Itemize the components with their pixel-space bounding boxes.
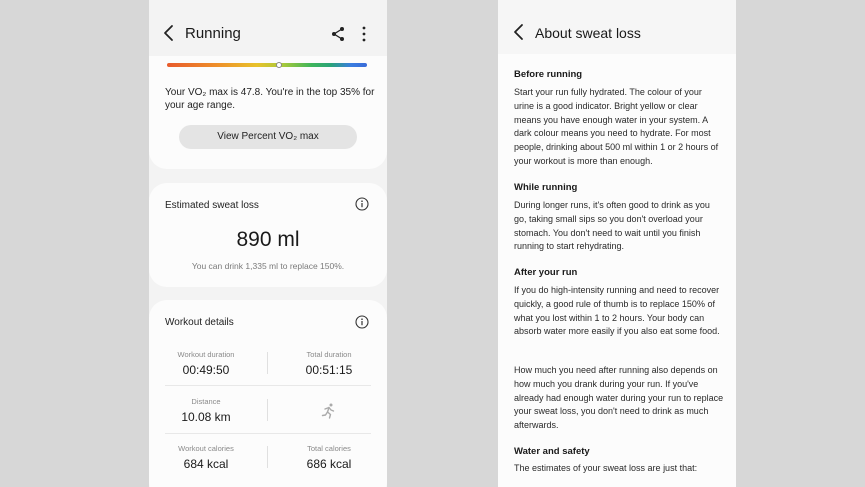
sweat-loss-card[interactable] — [149, 183, 387, 287]
section-body: During longer runs, it's often good to drink as you go, taking small sips so you don't overload your stomach. You don't need to wait until you finish running to start rehydrating. — [514, 200, 710, 252]
stat-workout-duration — [156, 350, 256, 377]
share-icon[interactable] — [329, 25, 347, 43]
workout-details-heading: Workout details — [165, 317, 234, 328]
workout-details-card — [149, 300, 387, 487]
stat-label: Workout duration — [177, 350, 235, 359]
divider — [267, 446, 268, 468]
stat-label: Total duration — [306, 350, 352, 359]
section-body: How much you need after running also depends on how much you drank during your run. If you've already had enough water during your run to replace your sweat loss, you don't need to drink as much afterwards. — [514, 365, 724, 431]
stat-value: 00:51:15 — [305, 363, 353, 377]
section-body: The estimates of your sweat loss are just that: — [514, 463, 698, 473]
page-title: Running — [185, 25, 241, 42]
app-bar — [149, 0, 387, 56]
divider — [165, 385, 371, 386]
stat-total-calories — [279, 444, 379, 471]
divider — [267, 399, 268, 421]
vo2-summary: Your VO₂ max is 47.8. You're in the top 35% for your age range. — [165, 87, 375, 111]
about-sweat-loss-screen — [498, 0, 736, 487]
article-content[interactable] — [498, 54, 736, 487]
stat-label: Workout calories — [178, 444, 234, 453]
section-heading: Water and safety — [514, 446, 590, 457]
stat-label: Total calories — [307, 444, 351, 453]
section-heading: Before running — [514, 69, 583, 80]
stat-value: 00:49:50 — [182, 363, 230, 377]
vo2-range-bar — [167, 63, 367, 67]
stat-value: 684 kcal — [183, 457, 229, 471]
back-arrow-icon[interactable] — [161, 22, 177, 44]
stat-workout-calories — [156, 444, 256, 471]
info-icon[interactable] — [355, 315, 369, 329]
page-title: About sweat loss — [535, 25, 641, 41]
section-body: Start your run fully hydrated. The colour of your urine is a good indicator. Bright yellow or clear means you have enough water in your system. A dark colour means you need to hydrate. For most people, drinking about 500 ml within 1 or 2 hours of your workout is more than enough. — [514, 87, 719, 166]
sweat-loss-heading: Estimated sweat loss — [165, 200, 259, 211]
app-bar — [498, 0, 736, 56]
sweat-loss-replace-text: You can drink 1,335 ml to replace 150%. — [191, 261, 345, 271]
stat-distance — [156, 397, 256, 424]
view-percent-vo2-button[interactable]: View Percent VO₂ max — [179, 125, 357, 149]
running-icon — [319, 402, 337, 420]
back-arrow-icon[interactable] — [511, 21, 527, 43]
stat-value: 686 kcal — [306, 457, 352, 471]
divider — [267, 352, 268, 374]
more-options-icon[interactable] — [357, 25, 371, 43]
vo2-card — [149, 56, 387, 169]
section-heading: After your run — [514, 267, 578, 278]
running-screen — [149, 0, 387, 487]
section-heading: While running — [514, 182, 578, 193]
vo2-marker — [276, 62, 282, 68]
info-icon[interactable] — [355, 197, 369, 211]
section-body: If you do high-intensity running and need to recover quickly, a good rule of thumb is to replace 150% of what you lost within 1 to 2 hours. Your body can absorb water more easily if you also eat some food. — [514, 285, 720, 337]
stat-label: Distance — [191, 397, 221, 406]
sweat-loss-value: 890 ml — [236, 228, 300, 251]
stat-value: 10.08 km — [181, 410, 231, 424]
divider — [165, 433, 371, 434]
stat-total-duration — [279, 350, 379, 377]
